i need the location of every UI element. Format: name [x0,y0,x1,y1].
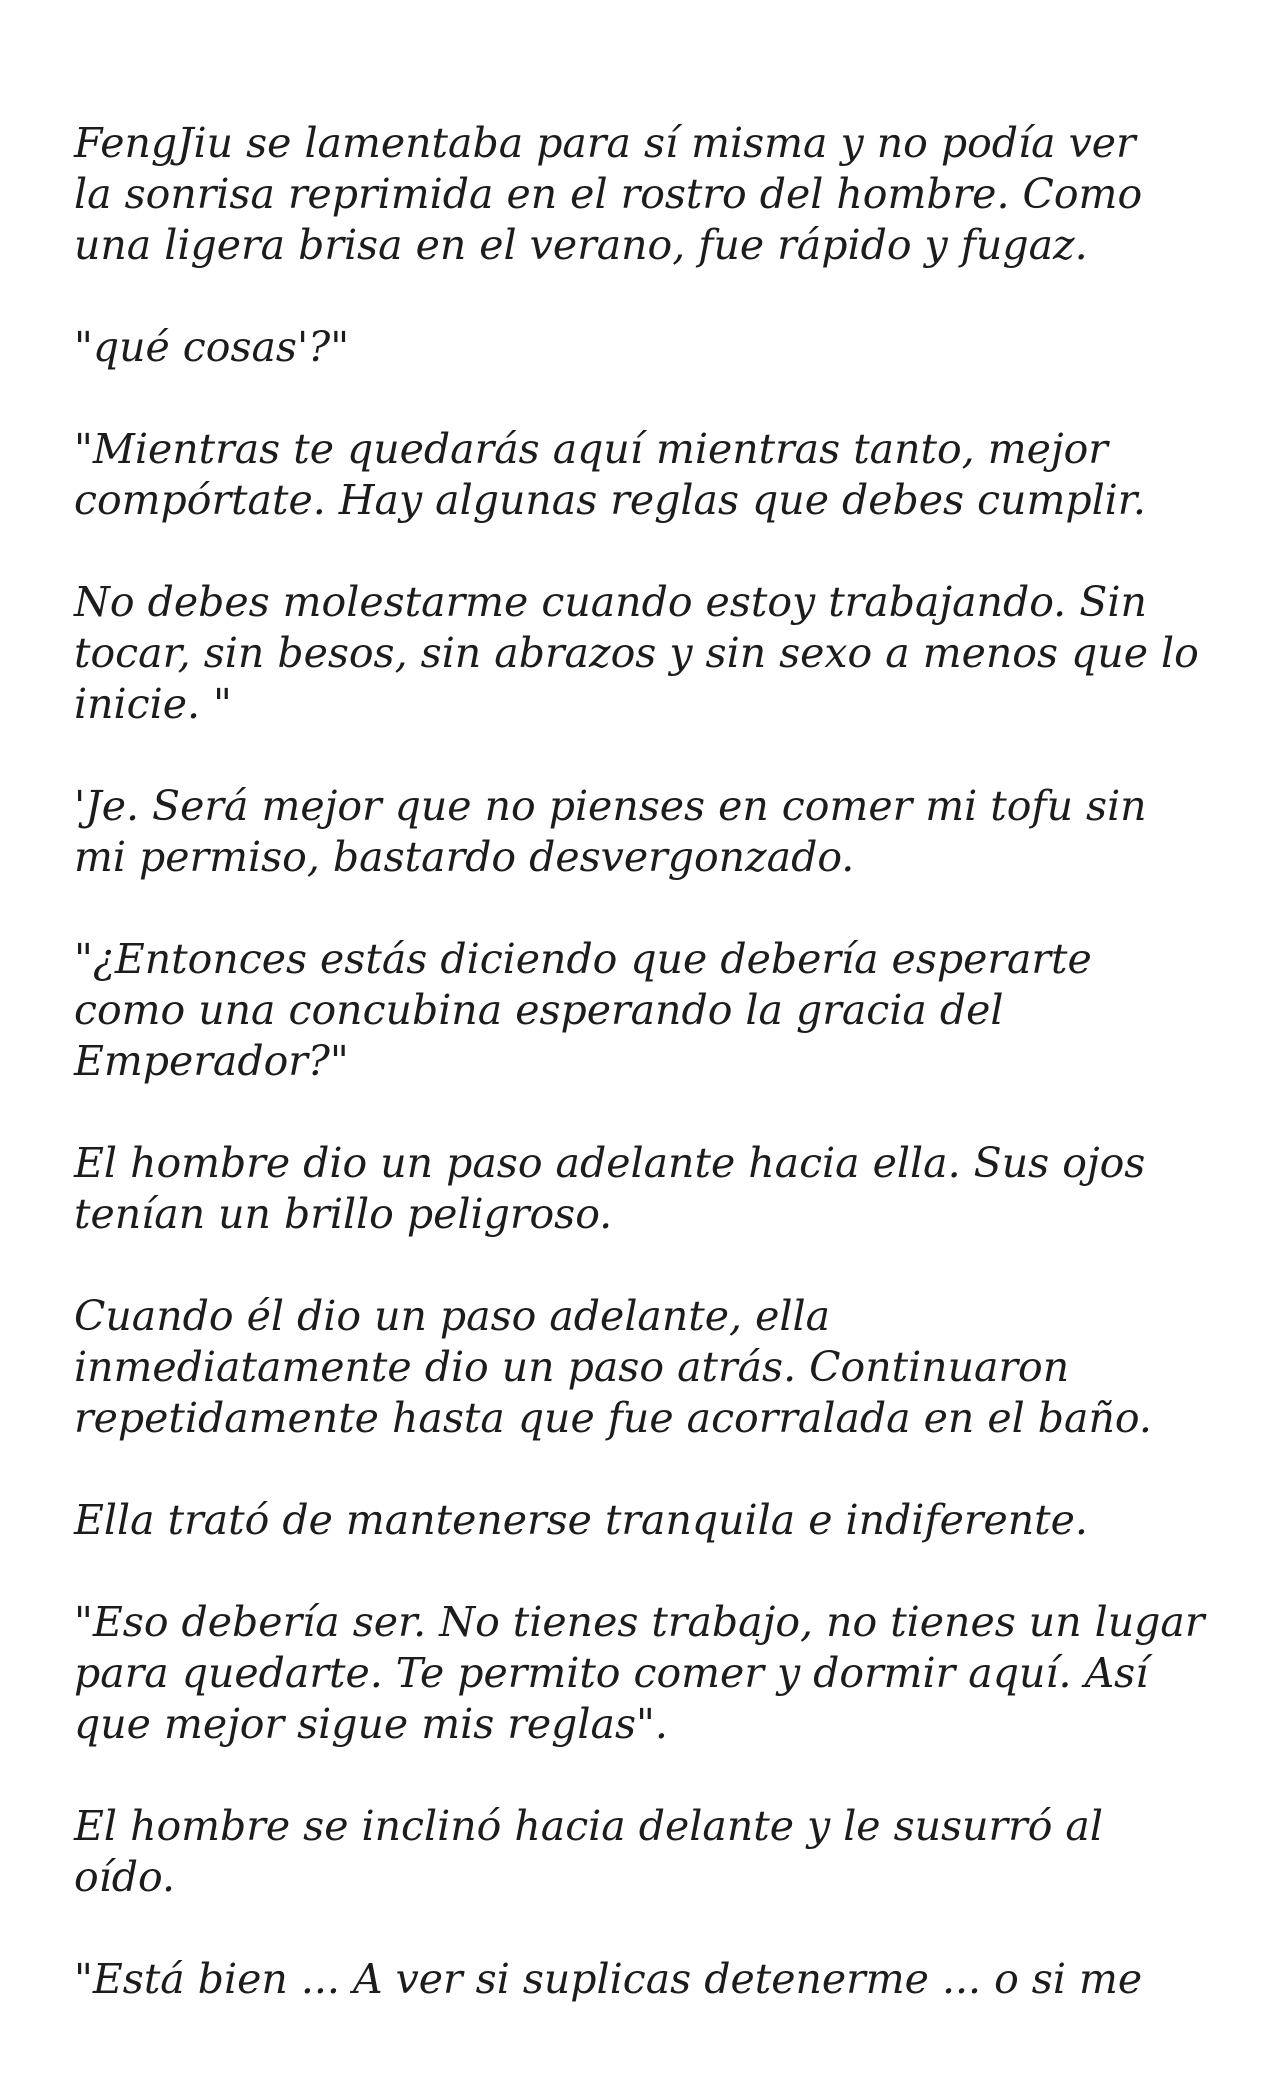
text-line: oído. [74,1853,176,1901]
text-line: inicie. " [74,680,232,728]
text-line: Emperador?" [74,1037,349,1085]
paragraph [74,1138,1224,1240]
paragraph [74,1801,1224,1903]
text-line: El hombre se inclinó hacia delante y le susurró al [74,1802,1103,1850]
text-line: "¿Entonces estás diciendo que debería esperarte [74,935,1092,983]
text-line: "Mientras te quedarás aquí mientras tanto, mejor [74,425,1108,473]
text-line: mi permiso, bastardo desvergonzado. [74,833,855,881]
paragraph [74,118,1224,271]
text-line: Cuando él dio un paso adelante, ella [74,1292,831,1340]
text-line: que mejor sigue mis reglas". [74,1700,668,1748]
text-line: "Está bien ... A ver si suplicas detenerme ... o si me [74,1955,1143,2003]
paragraph [74,577,1224,730]
text-line: 'Je. Será mejor que no pienses en comer mi tofu sin [74,782,1147,830]
paragraph [74,1291,1224,1444]
text-line: inmediatamente dio un paso atrás. Continuaron [74,1343,1070,1391]
document-page [74,118,1224,2056]
text-line: repetidamente hasta que fue acorralada en el baño. [74,1394,1152,1442]
text-line: tenían un brillo peligroso. [74,1190,613,1238]
text-line: "Eso debería ser. No tienes trabajo, no tienes un lugar [74,1598,1205,1646]
text-line: para quedarte. Te permito comer y dormir aquí. Así [74,1649,1149,1697]
paragraph [74,1597,1224,1750]
paragraph [74,1495,1224,1546]
text-line: como una concubina esperando la gracia del [74,986,1004,1034]
text-line: "qué cosas'?" [74,323,350,371]
paragraph [74,322,1224,373]
text-line: tocar, sin besos, sin abrazos y sin sexo a menos que lo [74,629,1199,677]
text-line: FengJiu se lamentaba para sí misma y no podía ver [74,119,1136,167]
paragraph [74,1954,1224,2005]
text-line: Ella trató de mantenerse tranquila e indiferente. [74,1496,1088,1544]
text-line: una ligera brisa en el verano, fue rápido y fugaz. [74,221,1088,269]
text-line: No debes molestarme cuando estoy trabajando. Sin [74,578,1147,626]
text-line: compórtate. Hay algunas reglas que debes cumplir. [74,476,1146,524]
paragraph [74,424,1224,526]
text-line: El hombre dio un paso adelante hacia ella. Sus ojos [74,1139,1146,1187]
text-line: la sonrisa reprimida en el rostro del hombre. Como [74,170,1143,218]
paragraph [74,934,1224,1087]
paragraph [74,781,1224,883]
